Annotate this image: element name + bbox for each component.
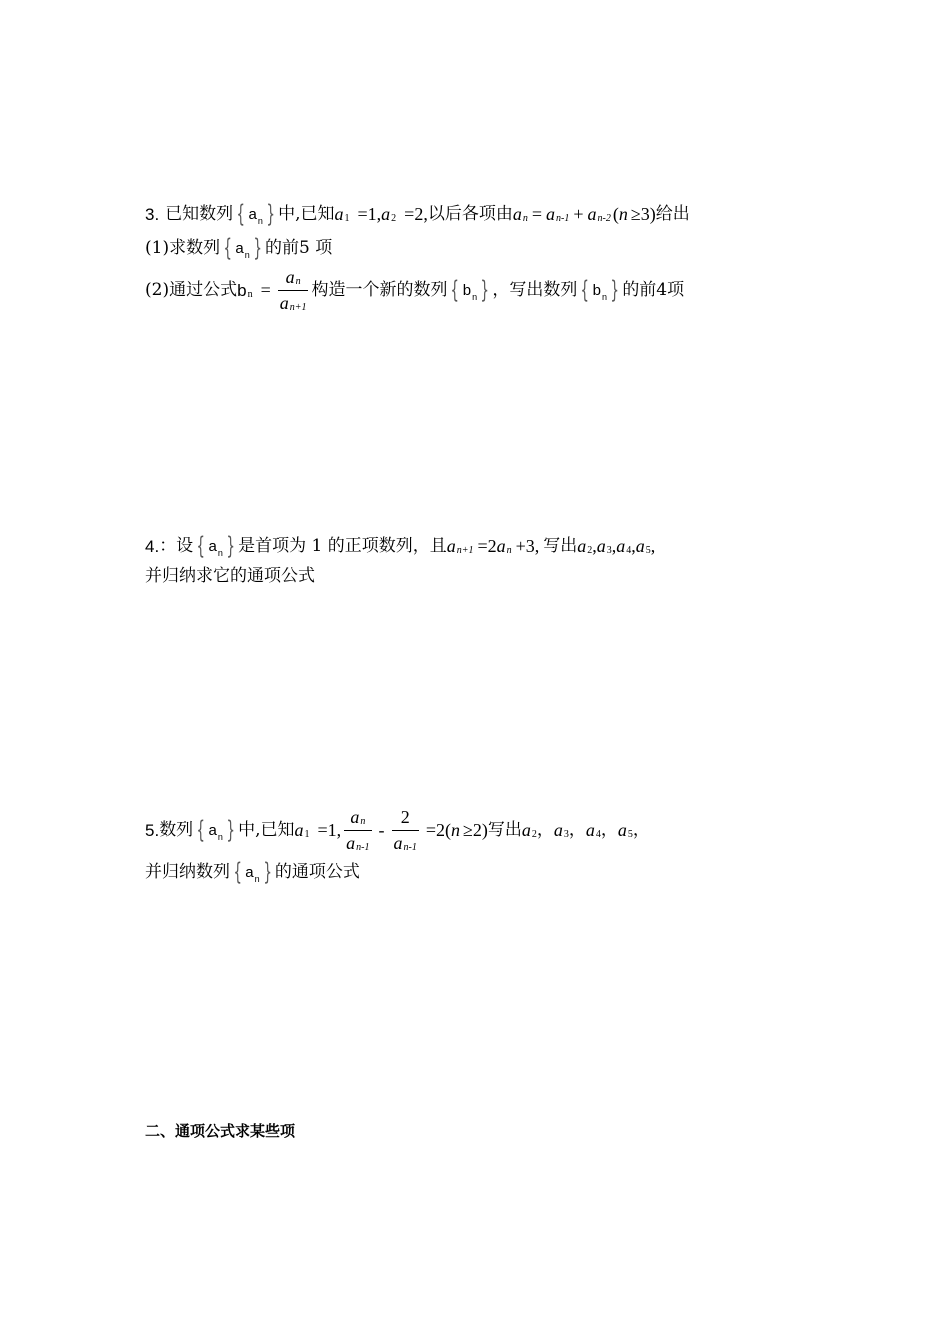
- math-var: a: [496, 536, 506, 556]
- math-var: a: [585, 820, 595, 840]
- math: =1,: [357, 204, 382, 224]
- problem-number: 5.: [145, 820, 160, 840]
- sequence-notation: { $b_n$ }: [580, 276, 619, 304]
- problem-5-statement: [145, 808, 650, 852]
- math-sub: 1: [344, 213, 350, 224]
- text: 写出: [543, 535, 578, 556]
- text: 的前4项: [622, 279, 685, 300]
- sequence-notation: { $a_n$ }: [196, 532, 235, 560]
- math-sub: n+1: [456, 545, 474, 556]
- fraction: a n a n-1: [346, 807, 370, 853]
- math: =2: [477, 536, 497, 556]
- math-sub: n: [247, 289, 253, 300]
- problem-3-part-1: [145, 236, 332, 260]
- math-var: n: [451, 820, 461, 840]
- math-var: a: [596, 536, 606, 556]
- math-sub: 3: [606, 545, 612, 556]
- math-var: a: [587, 204, 597, 224]
- text: 的通项公式: [274, 861, 360, 882]
- sequence-notation: { $a_n$ }: [236, 200, 275, 228]
- math-sub: n-2: [597, 213, 611, 224]
- text: (2)通过公式: [145, 279, 238, 300]
- sequence-notation: { $b_n$ }: [450, 276, 489, 304]
- math: (: [612, 204, 619, 224]
- math-var: a: [512, 204, 522, 224]
- section-title: 二、通项公式求某些项: [145, 1122, 296, 1140]
- math-var: b: [237, 280, 247, 300]
- text: 以后各项由: [427, 203, 513, 224]
- sequence-notation: { $a_n$ }: [233, 858, 272, 886]
- math: =1,: [317, 820, 342, 840]
- math-var: a: [617, 820, 627, 840]
- text: 构造一个新的数列: [311, 279, 448, 300]
- fraction: 2 a n-1: [393, 807, 417, 853]
- math-sub: 5: [645, 545, 651, 556]
- math-sub: 1: [304, 829, 310, 840]
- problem-3-statement: [145, 202, 690, 226]
- math-sub: 4: [595, 829, 601, 840]
- problem-number: 4.: [145, 536, 160, 556]
- math: +: [573, 204, 584, 224]
- text: ，: [632, 819, 650, 840]
- math-var: a: [446, 536, 456, 556]
- math: +3,: [515, 536, 540, 556]
- section-heading: [145, 1124, 295, 1139]
- problem-4-continuation: [145, 568, 315, 585]
- math-sub: 4: [626, 545, 632, 556]
- text: 中,已知: [278, 203, 335, 224]
- math: =2(: [425, 820, 452, 840]
- math: -: [378, 820, 385, 840]
- math: ,: [650, 536, 656, 556]
- math-sub: n: [506, 545, 512, 556]
- text: 已知数列: [165, 203, 234, 224]
- math-var: a: [294, 820, 304, 840]
- text: ：设: [159, 535, 194, 556]
- text: ，: [600, 819, 618, 840]
- math: =: [531, 204, 542, 224]
- text: 并归纳求它的通项公式: [145, 566, 315, 586]
- text: 并归纳数列: [145, 861, 230, 882]
- problem-3-part-2: [145, 268, 684, 312]
- math: ≥3): [630, 204, 656, 224]
- math: =2,: [404, 204, 428, 224]
- math-sub: 2: [531, 829, 537, 840]
- math-var: a: [334, 204, 344, 224]
- math-var: a: [616, 536, 626, 556]
- math-sub: 3: [563, 829, 569, 840]
- math-var: a: [553, 820, 563, 840]
- math: ,: [611, 536, 617, 556]
- text: ，: [568, 819, 586, 840]
- math-sub: 2: [587, 545, 593, 556]
- math: ,: [631, 536, 636, 556]
- math-var: a: [381, 204, 391, 224]
- text: 数列: [159, 819, 194, 840]
- sequence-notation: { $a_n$ }: [223, 234, 262, 262]
- problem-4-statement: [145, 534, 655, 558]
- math-var: a: [545, 204, 555, 224]
- math: =: [260, 280, 271, 300]
- fraction: a n a n+1: [279, 267, 307, 313]
- math-sub: n-1: [555, 213, 570, 224]
- text: 给出: [655, 203, 690, 224]
- text: ，: [536, 819, 554, 840]
- math-sub: 5: [627, 829, 633, 840]
- math-var: n: [618, 204, 628, 224]
- math-var: a: [521, 820, 531, 840]
- sequence-notation: { $a_n$ }: [196, 816, 235, 844]
- text: (1)求数列: [145, 237, 221, 258]
- text: 是首项为 1 的正项数列，且: [238, 535, 447, 556]
- problem-number: 3.: [145, 204, 160, 224]
- text: 中,已知: [238, 819, 295, 840]
- math: ,: [592, 536, 597, 556]
- math-var: a: [577, 536, 587, 556]
- text: ，写出数列: [492, 279, 578, 300]
- math: ≥2): [463, 820, 488, 840]
- text: 的前5 项: [265, 237, 333, 258]
- problem-5-continuation: [145, 860, 360, 884]
- math-sub: n: [522, 213, 528, 224]
- math-sub: 2: [391, 213, 397, 224]
- text: 写出: [487, 819, 522, 840]
- math-var: a: [635, 536, 645, 556]
